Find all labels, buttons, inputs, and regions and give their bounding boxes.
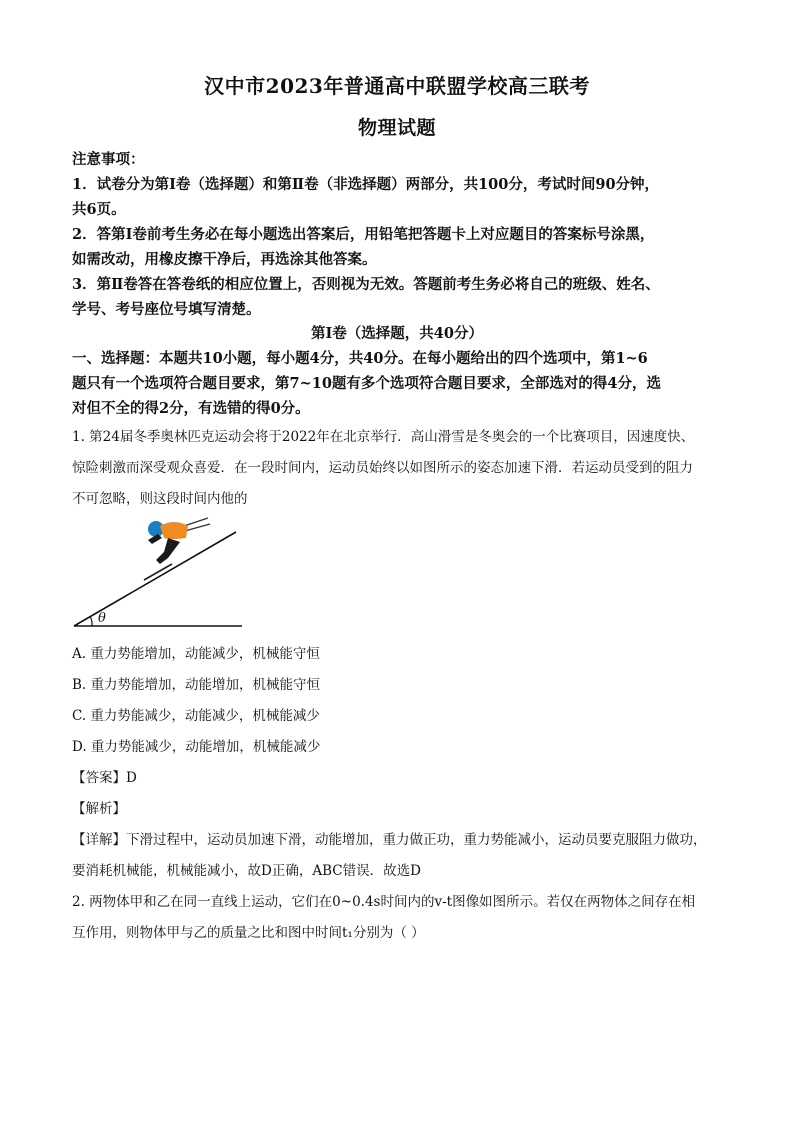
question-2-line-2: 互作用，则物体甲与乙的质量之比和图中时间t₁分别为（ ） [72, 925, 425, 941]
question-1-line-1: 1. 第24届冬季奥林匹克运动会将于2022年在北京举行．高山滑雪是冬奥会的一个比赛项目，因速度快、 [72, 429, 695, 445]
notice-item-2: 2．答第Ⅰ卷前考生务必在每小题选出答案后，用铅笔把答题卡上对应题目的答案标号涂黑， [72, 226, 655, 243]
analysis-label: 【解析】 [72, 801, 126, 817]
exam-title: 汉中市2023年普通高中联盟学校高三联考 [204, 74, 590, 98]
question-1-line-2: 惊险刺激而深受观众喜爱．在一段时间内，运动员始终以如图所示的姿态加速下滑．若运动员受到的阻力 [72, 460, 693, 476]
notice-item-1: 1．试卷分为第Ⅰ卷（选择题）和第Ⅱ卷（非选择题）两部分，共100分，考试时间90分钟， [72, 176, 660, 193]
angle-label: θ [98, 611, 106, 626]
skier-legs [156, 538, 180, 564]
section-title: 第Ⅰ卷（选择题，共40分） [311, 325, 483, 342]
section-instructions-2: 题只有一个选项符合题目要求，第7~10题有多个选项符合题目要求，全部选对的得4分，选 [72, 375, 662, 392]
skier-jacket [160, 522, 188, 539]
option-a: A. 重力势能增加，动能减少，机械能守恒 [72, 646, 320, 662]
detail-line-2: 要消耗机械能，机械能减小，故D正确，ABC错误．故选D [72, 863, 421, 879]
detail-line-1: 【详解】下滑过程中，运动员加速下滑，动能增加，重力做正功，重力势能减小，运动员要克服阻力做功， [72, 832, 707, 848]
notice-item-1-cont: 共6页。 [72, 201, 126, 218]
angle-arc [90, 616, 92, 626]
option-b: B. 重力势能增加，动能增加，机械能守恒 [72, 677, 321, 693]
section-instructions-1: 一、选择题：本题共10小题，每小题4分，共40分。在每小题给出的四个选项中，第1~6 [72, 350, 648, 367]
notice-item-2-cont: 如需改动，用橡皮擦干净后，再选涂其他答案。 [72, 251, 377, 268]
question-1-line-3: 不可忽略，则这段时间内他的 [72, 491, 248, 507]
exam-subtitle: 物理试题 [357, 117, 436, 139]
notice-item-3: 3．第Ⅱ卷答在答卷纸的相应位置上，否则视为无效。答题前考生务必将自己的班级、姓名、 [72, 276, 660, 293]
question-2-line-1: 2. 两物体甲和乙在同一直线上运动，它们在0~0.4s时间内的v-t图像如图所示。若仅在两物体之间存在相 [72, 894, 696, 910]
option-d: D. 重力势能减少，动能增加，机械能减少 [72, 739, 321, 755]
section-instructions-3: 对但不全的得2分，有选错的得0分。 [72, 400, 310, 417]
option-c: C. 重力势能减少，动能减少，机械能减少 [72, 708, 320, 724]
notice-heading: 注意事项： [72, 151, 145, 168]
skier-slope-figure [72, 512, 247, 630]
answer-label: 【答案】D [72, 770, 137, 786]
notice-item-3-cont: 学号、考号座位号填写清楚。 [72, 301, 261, 318]
